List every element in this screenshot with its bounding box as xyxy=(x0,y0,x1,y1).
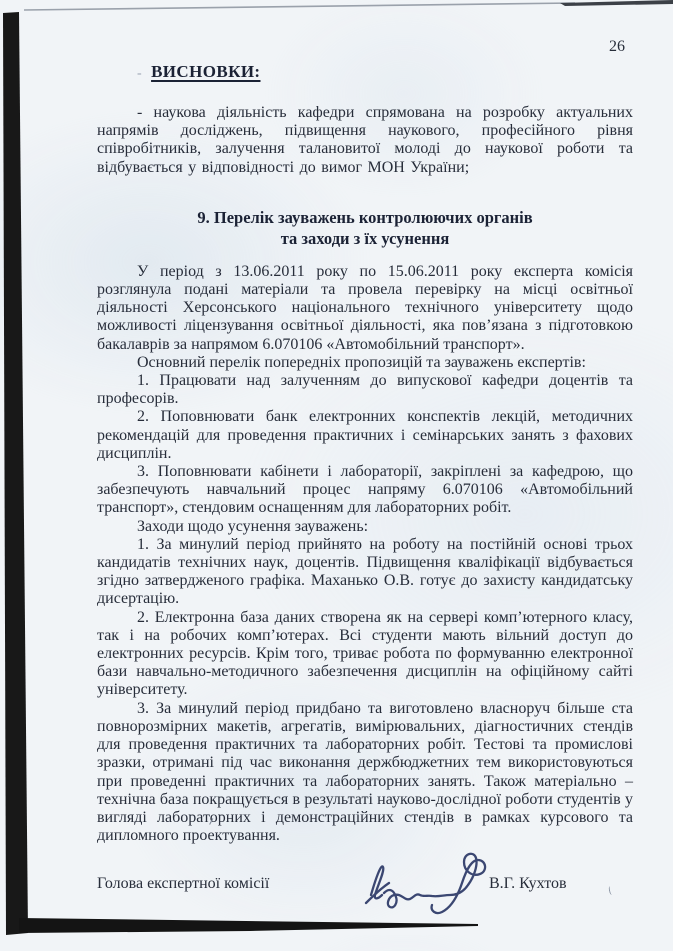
left-edge-strip xyxy=(3,12,28,935)
signer-name: В.Г. Кухтов xyxy=(489,875,567,893)
body-paragraphs xyxy=(97,263,633,846)
paragraph: Заходи щодо усунення зауважень: xyxy=(137,517,369,535)
paragraph: 2. Електронна база даних створена як на сервері комп’ютерного класу, так і на робочих комп’ютерах. Всі студенти мають вільний доступ до електронних ресурсів. Крім того, триває робота по формуванню електронної бази навчально-методичного забезпечення дисциплін на офіційному сайті університету. xyxy=(97,608,633,699)
section-heading xyxy=(97,207,633,249)
title-text: ВИСНОВКИ: xyxy=(151,62,261,81)
title-dash-mark: - xyxy=(137,66,143,81)
handwritten-signature-icon xyxy=(363,849,495,921)
paragraph: 2. Поповнювати банк електронних конспектів лекцій, методичних рекомендацій для проведення практичних і семінарських занять з фахових дисциплін. xyxy=(97,408,633,462)
paragraph: У період з 13.06.2011 року по 15.06.2011 року експерта комісія розглянула подані матеріали та провела перевірку на місці освітньої діяльності Херсонського національного технічного університету щодо можливості ліцензування освітньої діяльності, яка пов’язана з підготовкою бакалаврів за напрямом 6.070106 «Автомобільний транспорт». xyxy=(97,262,633,353)
signature-block xyxy=(97,855,633,951)
paragraph: 1. За минулий період прийнято на роботу на постійній основі трьох кандидатів технічних наук, доцентів. Підвищення кваліфікації відбувається згідно затвердженого графіка. Маханько О.В. готує до захисту кандидатську дисертацію. xyxy=(97,535,633,608)
paragraph: Основний перелік попередніх пропозицій та зауважень експертів: xyxy=(137,353,586,371)
document-body xyxy=(97,0,633,951)
paragraph: 3. За минулий період придбано та виготовлено власноруч більше ста повнорозмірних макетів, агрегатів, вимірювальних, діагностичних стендів для проведення практичних та лабораторних робіт. Тестові та промислові зразки, отримані під час виконання держбюджетних тем використовуються при проведенні практичних та лабораторних занять. Також матеріально – технічна база покращується в результаті науково-дослідної роботи студентів у вигляді лабораторних і демонстраційних стендів в рамках курсового та дипломного проектування. xyxy=(97,699,633,845)
paragraph: 1. Працювати над залученням до випускової кафедри доцентів та професорів. xyxy=(97,372,633,408)
paragraph: 3. Поповнювати кабінети і лабораторії, закріплені за кафедрою, що забезпечують навчальний процес напряму 6.070106 «Автомобільний транспорт», стендовим оснащенням для лабораторних робіт. xyxy=(97,463,633,517)
conclusion-paragraph: - наукова діяльність кафедри спрямована на розробку актуальних напрямів досліджень, підвищення наукового, професійного рівня співробітників, залучення талановитої молоді до наукової роботи та відбувається у відповідності до вимог МОН України; xyxy=(97,104,633,176)
chairman-role-label: Голова експертної комісії xyxy=(97,875,270,893)
section-heading-line1: 9. Перелік зауважень контролюючих органів xyxy=(197,207,533,227)
page-number: 26 xyxy=(609,38,625,55)
section-heading-line2: та заходи з їх усунення xyxy=(280,228,450,248)
document-title xyxy=(137,62,633,82)
